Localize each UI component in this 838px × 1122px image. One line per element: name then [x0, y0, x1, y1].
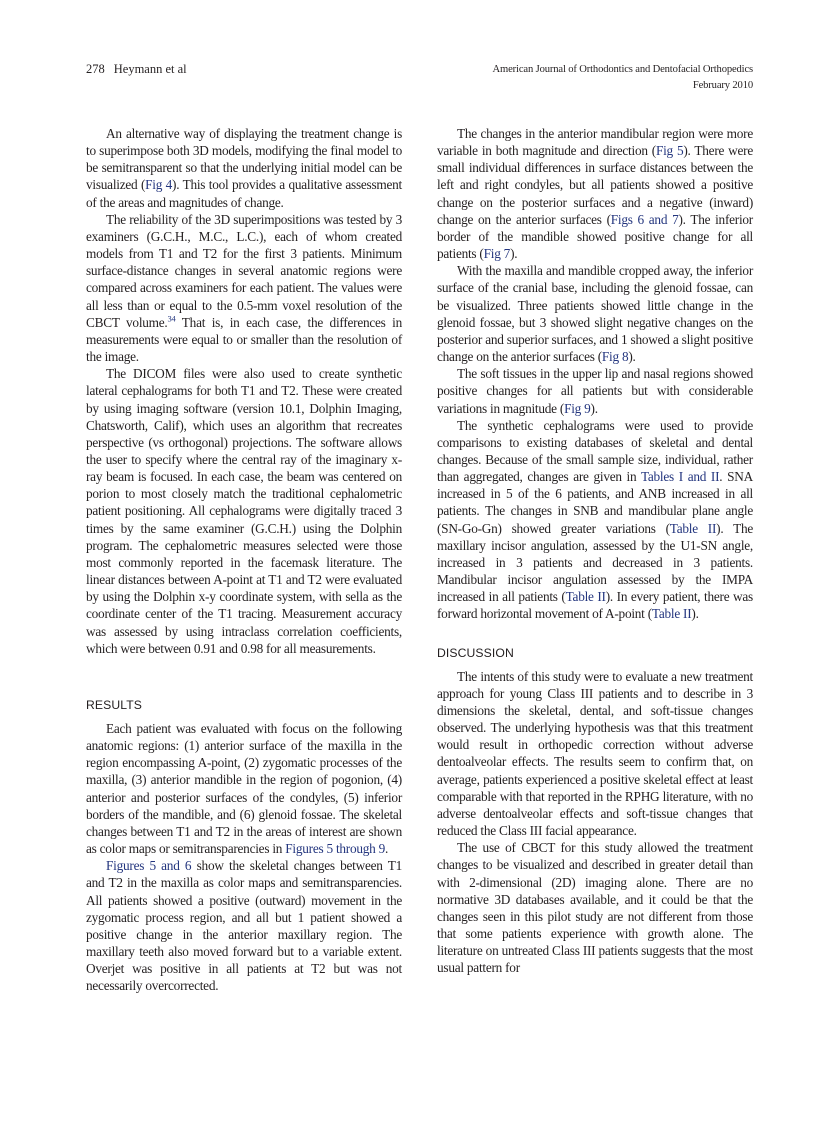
table-link-table2[interactable]: Table II: [669, 520, 717, 536]
reference-link-34[interactable]: 34: [167, 313, 176, 324]
page-number: 278: [86, 62, 105, 76]
left-column: [86, 125, 402, 995]
author-line: Heymann et al: [113, 62, 187, 76]
figure-link-figs5-6[interactable]: Figures 5 and 6: [106, 858, 192, 874]
figure-link-fig4[interactable]: Fig 4: [145, 177, 173, 193]
paragraph-study-intents: The intents of this study were to evaluate a new treatment approach for young Class III patients and to describe in 3 dimensions the skeletal, dental, and soft-tissue changes observed. The underlying hypothesis was that this treatment would result in orthopedic correction without adverse dentoalveolar effects. The results seem to confirm that, on average, patients experienced a positive skeletal effect at least comparable with that reported in the RPHG literature, with no adverse dentoalveolar effects and soft-tissue changes that reduced the Class III facial appearance.: [437, 668, 753, 839]
figure-link-fig5[interactable]: Fig 5: [655, 143, 684, 159]
section-heading-results: RESULTS: [86, 697, 143, 712]
paragraph-superimposition: An alternative way of displaying the treatment change is to superimpose both 3D models, modifying the final model to be semitransparent so that the underlying initial model can be visualized (Fig 4). This tool provides a qualitative assessment of the areas and magnitudes of change.: [86, 126, 402, 210]
paragraph-cbct-use: The use of CBCT for this study allowed the treatment changes to be visualized and described in greater detail than with 2-dimensional (2D) imaging alone. There are no normative 3D databases available, and it could be that the changes seen in this pilot study are not different from those that some patients experience with growth alone. The literature on untreated Class III patients suggests that the most usual pattern for: [437, 840, 753, 976]
section-heading-discussion: DISCUSSION: [437, 645, 514, 660]
figure-link-figs6-7[interactable]: Figs 6 and 7: [610, 211, 679, 227]
paragraph-dicom: The DICOM files were also used to create synthetic lateral cephalograms for both T1 and T2. These were created by using imaging software (version 10.1, Dolphin Imaging, Chatsworth, Calif), which uses an algorithm that recreates perspective (vs orthogonal) projections. The software allows the user to specify where the central ray of the imaginary x-ray beam is focused. In each case, the beam was centered on porion to most closely match the traditional cephalometric patient positioning. All cephalograms were digitally traced 3 times by the same examiner (G.C.H.) using the Dolphin program. The cephalometric measures selected were those most commonly reported in the facemask literature. The linear distances between A-point at T1 and T2 were evaluated by using the Dolphin x-y coordinate system, with sella as the coordinate center of the T1 tracing. Measurement accuracy was assessed by using intraclass correlation coefficients, which were between 0.91 and 0.98 for all measurements.: [86, 366, 402, 656]
paragraph-reliability: The reliability of the 3D superimpositions was tested by 3 examiners (G.C.H., M.C., L.C.), each of whom created models from T1 and T2 for the first 3 patients. Minimum surface-distance changes in several anatomic regions were compared across examiners for each patient. The values were all less than or equal to the 0.5-mm voxel resolution of the CBCT volume.$^{34}$ That is, in each case, the differences in measurements were equal to or smaller than the resolution of the image.: [86, 211, 402, 365]
issue-date: February 2010: [692, 79, 753, 91]
table-link-table2[interactable]: Table II: [565, 589, 606, 605]
journal-title: American Journal of Orthodontics and Dentofacial Orthopedics: [492, 64, 753, 75]
table-link-table2[interactable]: Table II: [651, 606, 692, 622]
right-column: [437, 125, 753, 977]
table-link-tables1-2[interactable]: Tables I and II: [640, 469, 720, 485]
figure-link-fig7[interactable]: Fig 7: [483, 246, 511, 262]
figure-link-figs5-9[interactable]: Figures 5 through 9: [285, 841, 386, 857]
paragraph-maxilla-changes: Figures 5 and 6 show the skeletal changes between T1 and T2 in the maxilla as color maps and semitransparencies. All patients showed a positive (outward) movement in the zygomatic process region, and all but 1 patient showed a positive change in the anterior maxillary region. The maxillary teeth also moved forward but to a variable extent. Overjet was positive in all patients at T2 but was not necessarily overcorrected.: [86, 858, 402, 994]
figure-link-fig9[interactable]: Fig 9: [564, 400, 591, 416]
paragraph-cephalograms: The synthetic cephalograms were used to provide comparisons to existing databases of skeletal and dental changes. Because of the small sample size, individual, rather than aggregated, changes are given in Tables I and II. SNA increased in 5 of the 6 patients, and ANB increased in all patients. The changes in SNB and mandibular plane angle (SN-Go-Gn) showed greater variations (Table II). The maxillary incisor angulation, assessed by the U1-SN angle, increased in 3 patients and decreased in 3 patients. Mandibular incisor angulation assessed by the IMPA increased in all patients (Table II). In every patient, there was forward horizontal movement of A-point (Table II).: [437, 417, 753, 622]
paragraph-mandible-changes: The changes in the anterior mandibular region were more variable in both magnitude and direction (Fig 5). There were small individual differences in surface distances between the left and right condyles, but all patients showed a positive change on the posterior surfaces and a negative (inward) change on the anterior surfaces (Figs 6 and 7). The inferior border of the mandible showed positive change for all patients (Fig 7).: [437, 126, 754, 262]
figure-link-fig8[interactable]: Fig 8: [601, 349, 629, 365]
running-header-right: [493, 62, 753, 93]
paragraph-soft-tissue: The soft tissues in the upper lip and nasal regions showed positive changes for all patients but with considerable variations in magnitude (Fig 9).: [437, 366, 753, 416]
paragraph-regions: Each patient was evaluated with focus on the following anatomic regions: (1) anterior surface of the maxilla in the region encompassing A-point, (2) zygomatic processes of the maxilla, (3) anterior mandible in the region of pogonion, (4) anterior and posterior surfaces of the condyles, (5) inferior borders of the mandible, and (6) glenoid fossae. The skeletal changes between T1 and T2 in the areas of interest are shown as color maps or semitransparencies in Figures 5 through 9.: [86, 721, 402, 857]
running-header-left: [86, 62, 187, 77]
paragraph-glenoid-fossae: With the maxilla and mandible cropped away, the inferior surface of the cranial base, including the glenoid fossae, can be visualized. Three patients showed little change in the glenoid fossae, but 3 showed slight negative changes on the posterior and superior surfaces, and 1 showed a slight positive change on the anterior surfaces (Fig 8).: [437, 263, 753, 365]
